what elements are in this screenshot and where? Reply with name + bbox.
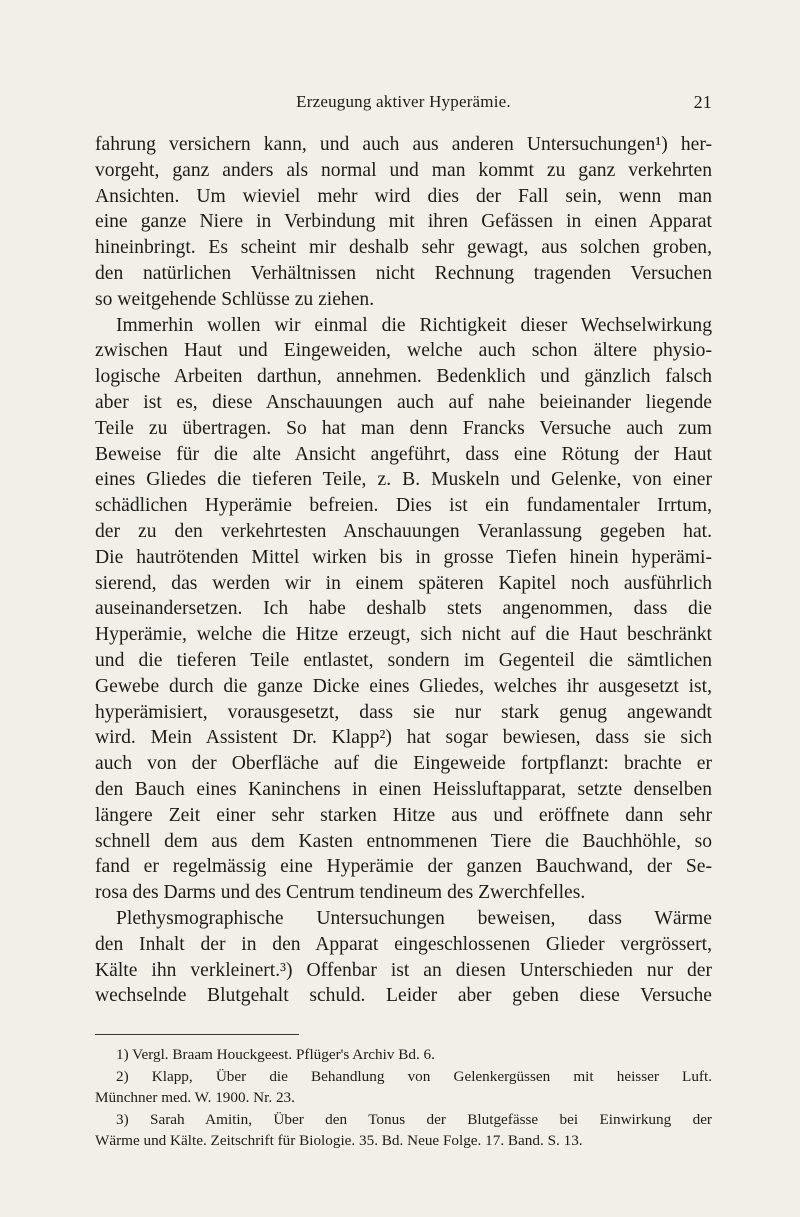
text-line: zwischen Haut und Eingeweiden, welche auch schon ältere physio- [95, 340, 712, 362]
text-line: hineinbringt. Es scheint mir deshalb sehr gewagt, aus solchen groben, [95, 237, 712, 259]
text-line: längere Zeit einer sehr starken Hitze aus und eröffnete dann sehr [95, 804, 712, 826]
text-line: auseinandersetzen. Ich habe deshalb stets angenommen, dass die [95, 598, 712, 620]
text-line: wird. Mein Assistent Dr. Klapp²) hat sogar bewiesen, dass sie sich [95, 727, 712, 749]
body-text [95, 132, 712, 1009]
text-line: so weitgehende Schlüsse zu ziehen. [95, 288, 375, 310]
footnote-divider [95, 1034, 299, 1035]
text-line: schnell dem aus dem Kasten entnommenen Tiere die Bauchhöhle, so [95, 830, 712, 852]
text-line: Beweise für die alte Ansicht angeführt, dass eine Rötung der Haut [95, 443, 712, 465]
text-line: der zu den verkehrtesten Anschauungen Veranlassung gegeben hat. [95, 520, 712, 542]
text-line: Kälte ihn verkleinert.³) Offenbar ist an diesen Unterschieden nur der [95, 959, 712, 981]
text-line: Gewebe durch die ganze Dicke eines Gliedes, welches ihr ausgesetzt ist, [95, 675, 712, 697]
text-line: sierend, das werden wir in einem späteren Kapitel noch ausführlich [95, 572, 712, 594]
text-line: fahrung versichern kann, und auch aus anderen Untersuchungen¹) her- [95, 134, 712, 155]
text-line: vorgeht, ganz anders als normal und man kommt zu ganz verkehrten [95, 159, 712, 181]
text-line: auch von der Oberfläche auf die Eingeweide fortpflanzt: brachte er [95, 753, 712, 775]
text-line: den Bauch eines Kaninchens in einen Heissluftapparat, setzte denselben [95, 778, 712, 800]
text-line: Plethysmographische Untersuchungen beweisen, dass Wärme [116, 907, 712, 929]
text-line: schädlichen Hyperämie befreien. Dies ist ein fundamentaler Irrtum, [95, 495, 712, 517]
footnotes [95, 1044, 712, 1152]
text-line: wechselnde Blutgehalt schuld. Leider aber geben diese Versuche [95, 985, 712, 1007]
text-line: eines Gliedes die tieferen Teile, z. B. Muskeln und Gelenke, von einer [95, 469, 712, 491]
text-line: logische Arbeiten darthun, annehmen. Bedenklich und gänzlich falsch [95, 366, 712, 388]
running-head [95, 92, 712, 116]
footnote-line: Münchner med. W. 1900. Nr. 23. [95, 1089, 295, 1107]
footnote-line: 2) Klapp, Über die Behandlung von Gelenkergüssen mit heisser Luft. [116, 1067, 712, 1085]
text-line: rosa des Darms und des Centrum tendineum des Zwerchfelles. [95, 882, 586, 904]
text-line: den Inhalt der in den Apparat eingeschlossenen Glieder vergrössert, [95, 933, 712, 955]
text-line: Die hautrötenden Mittel wirken bis in grosse Tiefen hinein hyperämi- [95, 546, 712, 568]
text-line: fand er regelmässig eine Hyperämie der ganzen Bauchwand, der Se- [95, 856, 712, 878]
footnote-line: 1) Vergl. Braam Houckgeest. Pflüger's Archiv Bd. 6. [116, 1046, 435, 1063]
running-title: Erzeugung aktiver Hyperämie. [296, 92, 511, 111]
text-line: und die tieferen Teile entlastet, sondern im Gegenteil die sämtlichen [95, 649, 712, 671]
text-line: Immerhin wollen wir einmal die Richtigkeit dieser Wechselwirkung [116, 314, 712, 336]
text-line: aber ist es, diese Anschauungen auch auf nahe beieinander liegende [95, 391, 712, 413]
footnote-line: 3) Sarah Amitin, Über den Tonus der Blutgefässe bei Einwirkung der [116, 1110, 712, 1128]
text-line: Ansichten. Um wieviel mehr wird dies der Fall sein, wenn man [95, 185, 712, 207]
text-line: Hyperämie, welche die Hitze erzeugt, sich nicht auf die Haut beschränkt [95, 624, 712, 646]
page-number: 21 [693, 92, 712, 112]
text-line: eine ganze Niere in Verbindung mit ihren Gefässen in einen Apparat [95, 211, 712, 233]
text-line: den natürlichen Verhältnissen nicht Rechnung tragenden Versuchen [95, 262, 712, 284]
text-line: hyperämisiert, vorausgesetzt, dass sie nur stark genug angewandt [95, 701, 712, 723]
footnote-line: Wärme und Kälte. Zeitschrift für Biologie. 35. Bd. Neue Folge. 17. Band. S. 13. [95, 1132, 583, 1150]
text-line: Teile zu übertragen. So hat man denn Francks Versuche auch zum [95, 417, 712, 439]
